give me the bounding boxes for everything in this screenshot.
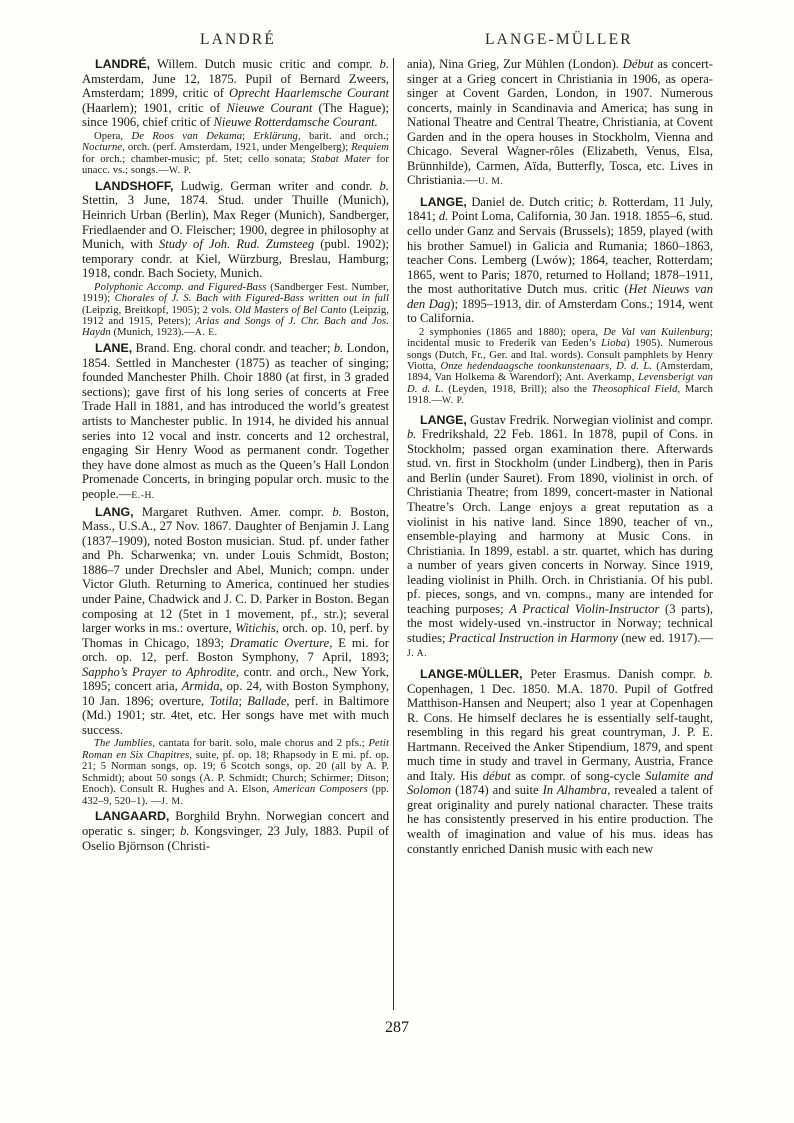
headword: LANGAARD,: [95, 809, 170, 824]
entry-name: Margaret Ruthven.: [133, 504, 243, 519]
entry-text: as concert-singer at a Grieg concert in Christiania in 1906, as opera-singer at Covent Garden, London, in 1907. Numerous concerts, mainly in Scandinavia and America; has sung in National Theatre and Central Theatre, Christiania, at Covent Garden and in the opera houses in Stockholm, Vienna and Chicago. Several Wagner-rôles (Elizabeth, Venus, Elsa, Brünnhilde), Carmen, Aïda, Butterfly, Tosca, etc. Lives in Christiania.—: [407, 57, 713, 188]
entry-name: Daniel de.: [466, 194, 525, 209]
entry-title: Début: [622, 57, 654, 71]
work-title: Erklärung: [253, 130, 298, 142]
entry-text: Danish compr.: [610, 666, 704, 681]
works-landshoff: [82, 282, 389, 340]
born-abbr: b.: [180, 823, 190, 838]
entry-langaard: [82, 809, 389, 853]
entry-title: A Practical Violin-Instructor: [509, 601, 660, 616]
entry-name: Willem.: [150, 57, 198, 71]
works-landre: [82, 131, 389, 178]
entry-title: Totila: [209, 693, 239, 708]
works-text: ;: [242, 130, 254, 142]
entry-title: Nieuwe Courant: [226, 100, 313, 115]
entry-lange-daniel: [407, 195, 713, 326]
work-title: Old Masters of Bel Canto: [234, 304, 347, 316]
entry-title: Oprecht Haarlemsche Courant: [229, 86, 389, 101]
works-text: ; incidental music to Frederik van Eeden’s: [407, 326, 713, 350]
headword: LANGE,: [420, 412, 467, 427]
entry-text: Eng. choral condr. and teacher;: [169, 341, 334, 356]
entry-text: Dutch music critic and compr.: [197, 57, 380, 71]
works-lang: [82, 738, 389, 807]
born-abbr: b.: [379, 178, 389, 193]
entry-text: , revealed a talent of great originality and purely national character. These traits he has consistently preserved in his entire production. The wealth of imagination and value of his mus. ideas has constantly enriched Danish music with each new: [407, 783, 713, 856]
author-signature: U. M.: [478, 177, 504, 188]
works-text: (Munich, 1923).—: [110, 327, 195, 339]
works-text: for orch.; chamber-music; pf. 5tet; cello sonata;: [82, 153, 312, 165]
work-title: De Val van Kuilenburg: [603, 326, 710, 338]
entry-text: Boston, Mass., U.S.A., 27 Nov. 1867. Daughter of Benjamin J. Lang (1837–1909), noted Boston musician. Stud. pf. under father and Ph. Scharwenka; vn. under Louis Schmidt, Boston; 1886–7 under Drechsler and Abel, Munich; compn. under Victor Gluth. Returning to America, continued her studies under Paine, Chadwick and J. C. D. Parker in Boston. Began composing at 12 (5tet in 1 movement, pf., str.); several larger works in ms.: overture,: [82, 504, 389, 636]
works-text: 2 symphonies (1865 and 1880); opera,: [419, 326, 604, 338]
entry-text: Amsterdam, June 12, 1875. Pupil of Bernard Zweers, Amsterdam; 1899, critic of: [82, 71, 389, 101]
column-divider: [393, 58, 394, 1010]
work-title: Requiem: [351, 142, 389, 154]
work-title: Petit Roman en Six Chapitres: [82, 738, 389, 761]
work-title: Onze hedendaagsche toonkunstenaars, D. d. L.: [440, 361, 653, 373]
entry-title: Study of Joh. Rud. Zumsteeg: [158, 237, 315, 252]
entry-text: Stettin, 3 June, 1874. Stud. under Thuille (Munich), Heinrich Urban (Berlin), Max Reger (Munich), Sandberger, Friedlaender and O. Fleischer; 1900, degree in philosophy at Munich, with: [82, 193, 389, 252]
author-signature: W. P.: [442, 396, 465, 407]
entry-text: Norwegian violinist and compr.: [549, 412, 713, 427]
entry-title: In Alhambra: [542, 783, 608, 798]
work-title: American Composers: [273, 784, 368, 796]
headword: LANGE,: [420, 194, 467, 209]
born-abbr: b.: [379, 57, 389, 71]
works-text: for unacc. vs.; songs.—: [82, 153, 390, 176]
works-text: , barit. and orch.;: [297, 130, 389, 142]
entry-title: Nieuwe Rotterdamsche Courant.: [213, 115, 378, 130]
born-abbr: b.: [703, 666, 714, 681]
entry-text: , op. 24, with Boston Symphony, 10 Jan. 1896; overture,: [82, 679, 389, 708]
works-text: , cantata for barit. solo, male chorus and 2 pfs.;: [152, 738, 369, 750]
entry-text: Point Loma, California, 30 Jan. 1918. 1855–6, stud. cello under Ganz and Servais (Brussels); 1859, played (with his brother Samuel) in Galicia and Rumania; 1860–1863, teacher Cons. Lemberg (Lwów); 1864, teacher, Rotterdam; 1865, went to Paris; 1870, returned to Holland; 1878–1911, the most authoritative Dutch mus. critic (: [407, 209, 714, 297]
author-signature: E.-H.: [131, 490, 155, 501]
entry-text: Copenhagen, 1 Dec. 1850. M.A. 1870. Pupil of Gotfred Matthison-Hansen and Neupert; also 1 year at Copenhagen R. Cons. He himself declares he is essentially self-taught, resembling in this regard his great countryman, J. P. E. Hartmann. Received the Anker Stipendium, 1879, and spent much time in study and travel in Germany, Austria, France and Italy. His: [407, 681, 713, 783]
died-abbr: d.: [438, 209, 449, 224]
entry-text: Amer. compr.: [242, 504, 333, 519]
entry-title: Het Nieuws van den Dag: [407, 282, 713, 311]
entry-text: ania), Nina Grieg, Zur Mühlen (London).: [407, 57, 623, 71]
author-signature: J. A.: [407, 649, 428, 660]
entry-text: , E mi. for orch. op. 12, perf. Boston Symphony, 7 April, 1893;: [82, 635, 389, 665]
born-abbr: b.: [598, 194, 608, 209]
entry-langaard-continued: [407, 57, 713, 190]
works-text: (Amsterdam, 1894, Van Holkema & Warendorf); Ant. Averkamp,: [407, 361, 713, 384]
work-title: Nocturne: [82, 142, 123, 154]
entry-lang: [82, 505, 389, 738]
entry-text: Fredrikshald, 22 Feb. 1861. In 1878, pupil of Cons. in Stockholm; passed organ examination there. Afterwards stud. vn. first in Stockholm (under Lindberg), then in Paris and Berlin (under Sauret). From 1890, violinist in orch. of Christiania Theatre; from 1899, concert-master in National Theatre’s Orch. Lange enjoys a great reputation as a violinist in his native land. Since 1890, teacher of vn., ensemble-playing and harmony at Music Cons. in Christiania. In 1899, establ. a str. quartet, which has during a number of years given concerts in Norway. Since 1919, leading violinist in Philh. Orch. in Christiania. Of his publ. pf. pieces, songs, and vn. compns., many are intended for teaching purposes;: [407, 427, 713, 616]
running-header-left: LANDRÉ: [200, 31, 277, 48]
entry-text: (3 parts), the most widely-used vn.-instructor in Norway; technical studies;: [407, 601, 713, 645]
entry-text: German writer and condr.: [223, 178, 380, 193]
work-title: Chorales of J. S. Bach with Figured-Bass written out in full: [114, 293, 389, 305]
author-signature: W. P.: [168, 165, 192, 176]
works-text: ) 1905). Numerous songs (Dutch, Fr., Ger. and Ital. words). Consult pamphlets by Henry Viotta,: [407, 338, 713, 373]
entry-lange-gustav: [407, 413, 713, 662]
work-title: Theosophical Field: [591, 383, 678, 395]
work-title: Levensberigt van D. d. L.: [407, 372, 713, 395]
works-text: (Leipzig, 1912 and 1915, Peters);: [82, 304, 390, 327]
entry-text: (Haarlem); 1901, critic of: [82, 100, 227, 115]
entry-text: , contr. and orch., New York, 1895; concert aria,: [82, 664, 389, 694]
works-lange-daniel: [407, 327, 713, 408]
entry-text: , perf. in Baltimore (Md.) 1901; str. 4tet, etc. Her songs have met with much success.: [82, 693, 389, 737]
entry-name: Brand.: [132, 341, 170, 356]
headword: LANE,: [95, 341, 133, 356]
running-header-right: LANGE-MÜLLER: [485, 31, 633, 48]
works-text: (pp. 432–9, 520–1). —: [82, 784, 390, 807]
entry-text: ); 1895–1913, dir. of Amsterdam Cons.; 1914, went to California.: [407, 296, 713, 326]
entry-name: Ludwig.: [173, 178, 224, 193]
born-abbr: b.: [333, 341, 344, 356]
entry-text: Kongsvinger, 23 July, 1883. Pupil of Oselio Björnson (Christi-: [82, 823, 390, 853]
entry-landshoff: [82, 179, 389, 281]
entry-text: Rotterdam, 11 July, 1841;: [407, 194, 713, 224]
page-number: 287: [385, 1019, 409, 1036]
entry-text: (new ed. 1917).—: [617, 630, 714, 645]
entry-name: Borghild Bryhn.: [169, 809, 261, 824]
work-title: De Roos van Dekama: [131, 130, 243, 142]
work-title: Arias and Songs of J. Chr. Bach and Jos. Haydn: [82, 315, 389, 339]
entry-text: London, 1854. Settled in Manchester (1875) as teacher of singing; founded Manchester Philh. Choir 1880 (at first, in 3 graded sections); gave first of his long series of concerts at Free Trade Hall in 1881, and has introduced the world’s greatest artists to Manchester public. In 1914, he divided his annual series into 12 vocal and instr. concerts and 12 orchestral, engaging Sir Henry Wood as permanent condr. Together they have done almost as much as the Queen’s Hall London Promenade Concerts, in bringing popular orch. music to the people.—: [82, 341, 390, 501]
work-title: Polyphonic Accomp. and Figured-Bass: [94, 281, 267, 293]
work-title: Lioba: [601, 338, 627, 350]
entry-title: Practical Instruction in Harmony: [448, 630, 618, 645]
entry-text: as compr. of song-cycle: [510, 768, 646, 783]
entry-title: Dramatic Overture: [229, 635, 330, 650]
works-text: , orch. (perf. Amsterdam, 1921, under Mengelberg);: [122, 142, 352, 154]
entry-text: Dutch critic;: [524, 194, 599, 209]
entry-lange-muller: [407, 667, 713, 856]
entry-title: Witichis: [235, 621, 276, 636]
entry-text: (The Hague); since 1906, chief critic of: [82, 100, 389, 130]
works-text: (Leyden, 1918, Brill); also the: [443, 383, 592, 395]
works-text: , suite, pf. op. 18; Rhapsody in E mi. pf. op. 21; 5 Norman songs, op. 19; 6 Scotch songs, op. 20 (all by A. P. Schmidt); about 50 songs (A. P. Schmidt; Church; Schirmer; Ditson; Enoch). Consult R. Hughes and A. Elson,: [82, 749, 390, 796]
entry-title: début: [482, 768, 511, 783]
entry-text: ;: [238, 693, 248, 708]
works-text: Opera,: [94, 130, 132, 142]
entry-text: , orch. op. 10, perf. by Thomas in Chicago, 1893;: [82, 621, 390, 650]
entry-title: Ballade: [247, 693, 287, 708]
entry-text: (publ. 1902); temporary condr. at Kiel, Würzburg, Breslau, Hamburg; 1918, condr. Bach Society, Munich.: [82, 237, 389, 281]
entry-title: Sulamite and Solomon: [407, 768, 713, 798]
born-abbr: b.: [332, 504, 342, 519]
entry-name: Gustav Fredrik.: [466, 412, 550, 427]
entry-landre: [82, 57, 389, 130]
entry-lane: [82, 341, 389, 503]
right-column: [407, 57, 713, 856]
entry-text: Norwegian concert and operatic s. singer;: [82, 809, 390, 838]
works-text: , March 1918.—: [407, 383, 713, 407]
work-title: Stabat Mater: [311, 153, 371, 165]
author-signature: J. M.: [161, 796, 184, 807]
entry-title: Armida: [181, 679, 220, 694]
left-column: [82, 57, 389, 853]
entry-title: Sappho’s Prayer to Aphrodite: [82, 664, 236, 679]
entry-text: (1874) and suite: [451, 783, 543, 798]
headword: LANDSHOFF,: [95, 178, 174, 193]
headword: LANGE-MÜLLER,: [420, 666, 523, 681]
entry-name: Peter Erasmus.: [522, 666, 611, 681]
born-abbr: b.: [407, 427, 417, 442]
headword: LANG,: [95, 504, 134, 519]
work-title: The Jumblies: [94, 738, 153, 750]
headword: LANDRÉ,: [95, 57, 151, 71]
author-signature: A. E.: [194, 328, 218, 339]
works-text: (Leipzig, Breitkopf, 1905); 2 vols.: [82, 304, 235, 316]
works-text: (Sandberger Fest. Number, 1919);: [82, 281, 389, 305]
